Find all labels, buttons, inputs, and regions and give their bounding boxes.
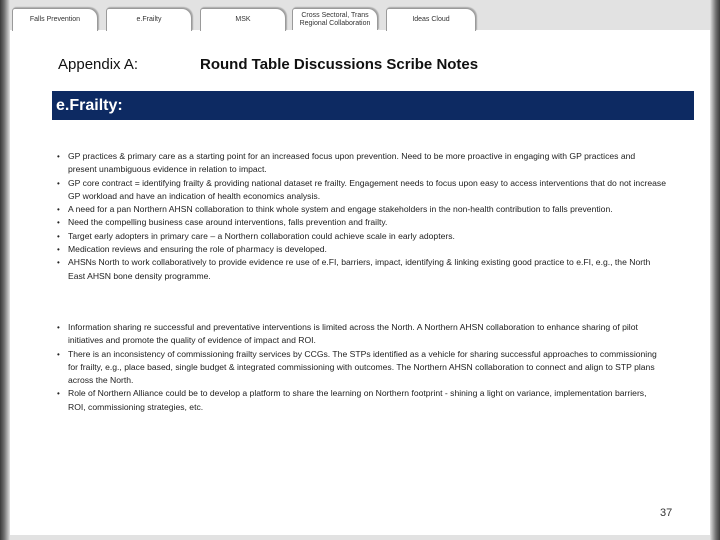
tab-falls-prevention[interactable]: Falls Prevention [12, 8, 98, 31]
page-title: Round Table Discussions Scribe Notes [200, 56, 479, 73]
bullet-icon: • [57, 258, 60, 268]
bullet-icon: • [57, 205, 60, 215]
tab-bar [10, 5, 710, 30]
bullet-list-1 [54, 150, 666, 283]
list-item: • GP practices & primary care as a starting point for an increased focus upon prevention. Need to be more proactive in engaging with GP practices and present unambiguous evidence in relation to impact. [57, 151, 636, 175]
list-item: • AHSNs North to work collaboratively to provide evidence re use of e.FI, barriers, impact, identifying & linking existing good practice to e.FI, e.g., the North East AHSN bone density programme. [57, 257, 651, 281]
tab-msk[interactable]: MSK [200, 8, 286, 31]
bullet-icon: • [57, 323, 60, 332]
bullet-icon: • [57, 178, 60, 188]
list-item: • There is an inconsistency of commissioning frailty services by CCGs. The STPs identified as a vehicle for sharing successful approaches to commissioning for frailty, e.g., place based, single budget & integrated commissioning with outcomes. The Northern AHSN collaboration to connect and align to STP plans across the North. [57, 348, 657, 386]
bullet-icon: • [57, 231, 60, 241]
list-item: • GP core contract = identifying frailty & providing national dataset re frailty. Engagement needs to focus upon easy to access interventions that do not increase GP workload and have an indication of health economics analysis. [57, 177, 667, 201]
section-title: e.Frailty: [56, 96, 123, 114]
list-item: • Information sharing re successful and preventative interventions is limited across the North. A Northern AHSN collaboration to enhance sharing of pilot initiatives and promote the quality of evidence of impact and ROI. [57, 322, 638, 346]
bullet-list-2 [54, 321, 666, 414]
section-banner [52, 91, 694, 120]
list-item: • Medication reviews and ensuring the role of pharmacy is developed. [54, 243, 666, 256]
appendix-label: Appendix A: [58, 56, 139, 73]
list-item: • Target early adopters in primary care – a Northern collaboration could achieve scale in early adopters. [54, 230, 666, 243]
page-number: 37 [660, 507, 673, 519]
list-item: • A need for a pan Northern AHSN collaboration to think whole system and engage stakeholders in the non-health contribution to falls prevention. [54, 203, 666, 216]
bullet-icon: • [57, 349, 60, 359]
tab-ideas-cloud[interactable]: Ideas Cloud [386, 8, 476, 31]
bullet-icon: • [57, 245, 60, 255]
bullet-icon: • [57, 152, 60, 161]
tab-e-frailty[interactable]: e.Frailty [106, 8, 192, 31]
list-item: • Need the compelling business case around interventions, falls prevention and frailty. [54, 216, 666, 229]
list-item: • Role of Northern Alliance could be to develop a platform to share the learning on Northern footprint - shining a light on variance, implementation barriers, ROI, commissioning strategies, etc. [57, 388, 647, 412]
bullet-icon: • [57, 218, 60, 228]
tab-cross-sectoral[interactable]: Cross Sectoral, Trans Regional Collaboration [292, 8, 378, 30]
bullet-icon: • [57, 389, 60, 399]
